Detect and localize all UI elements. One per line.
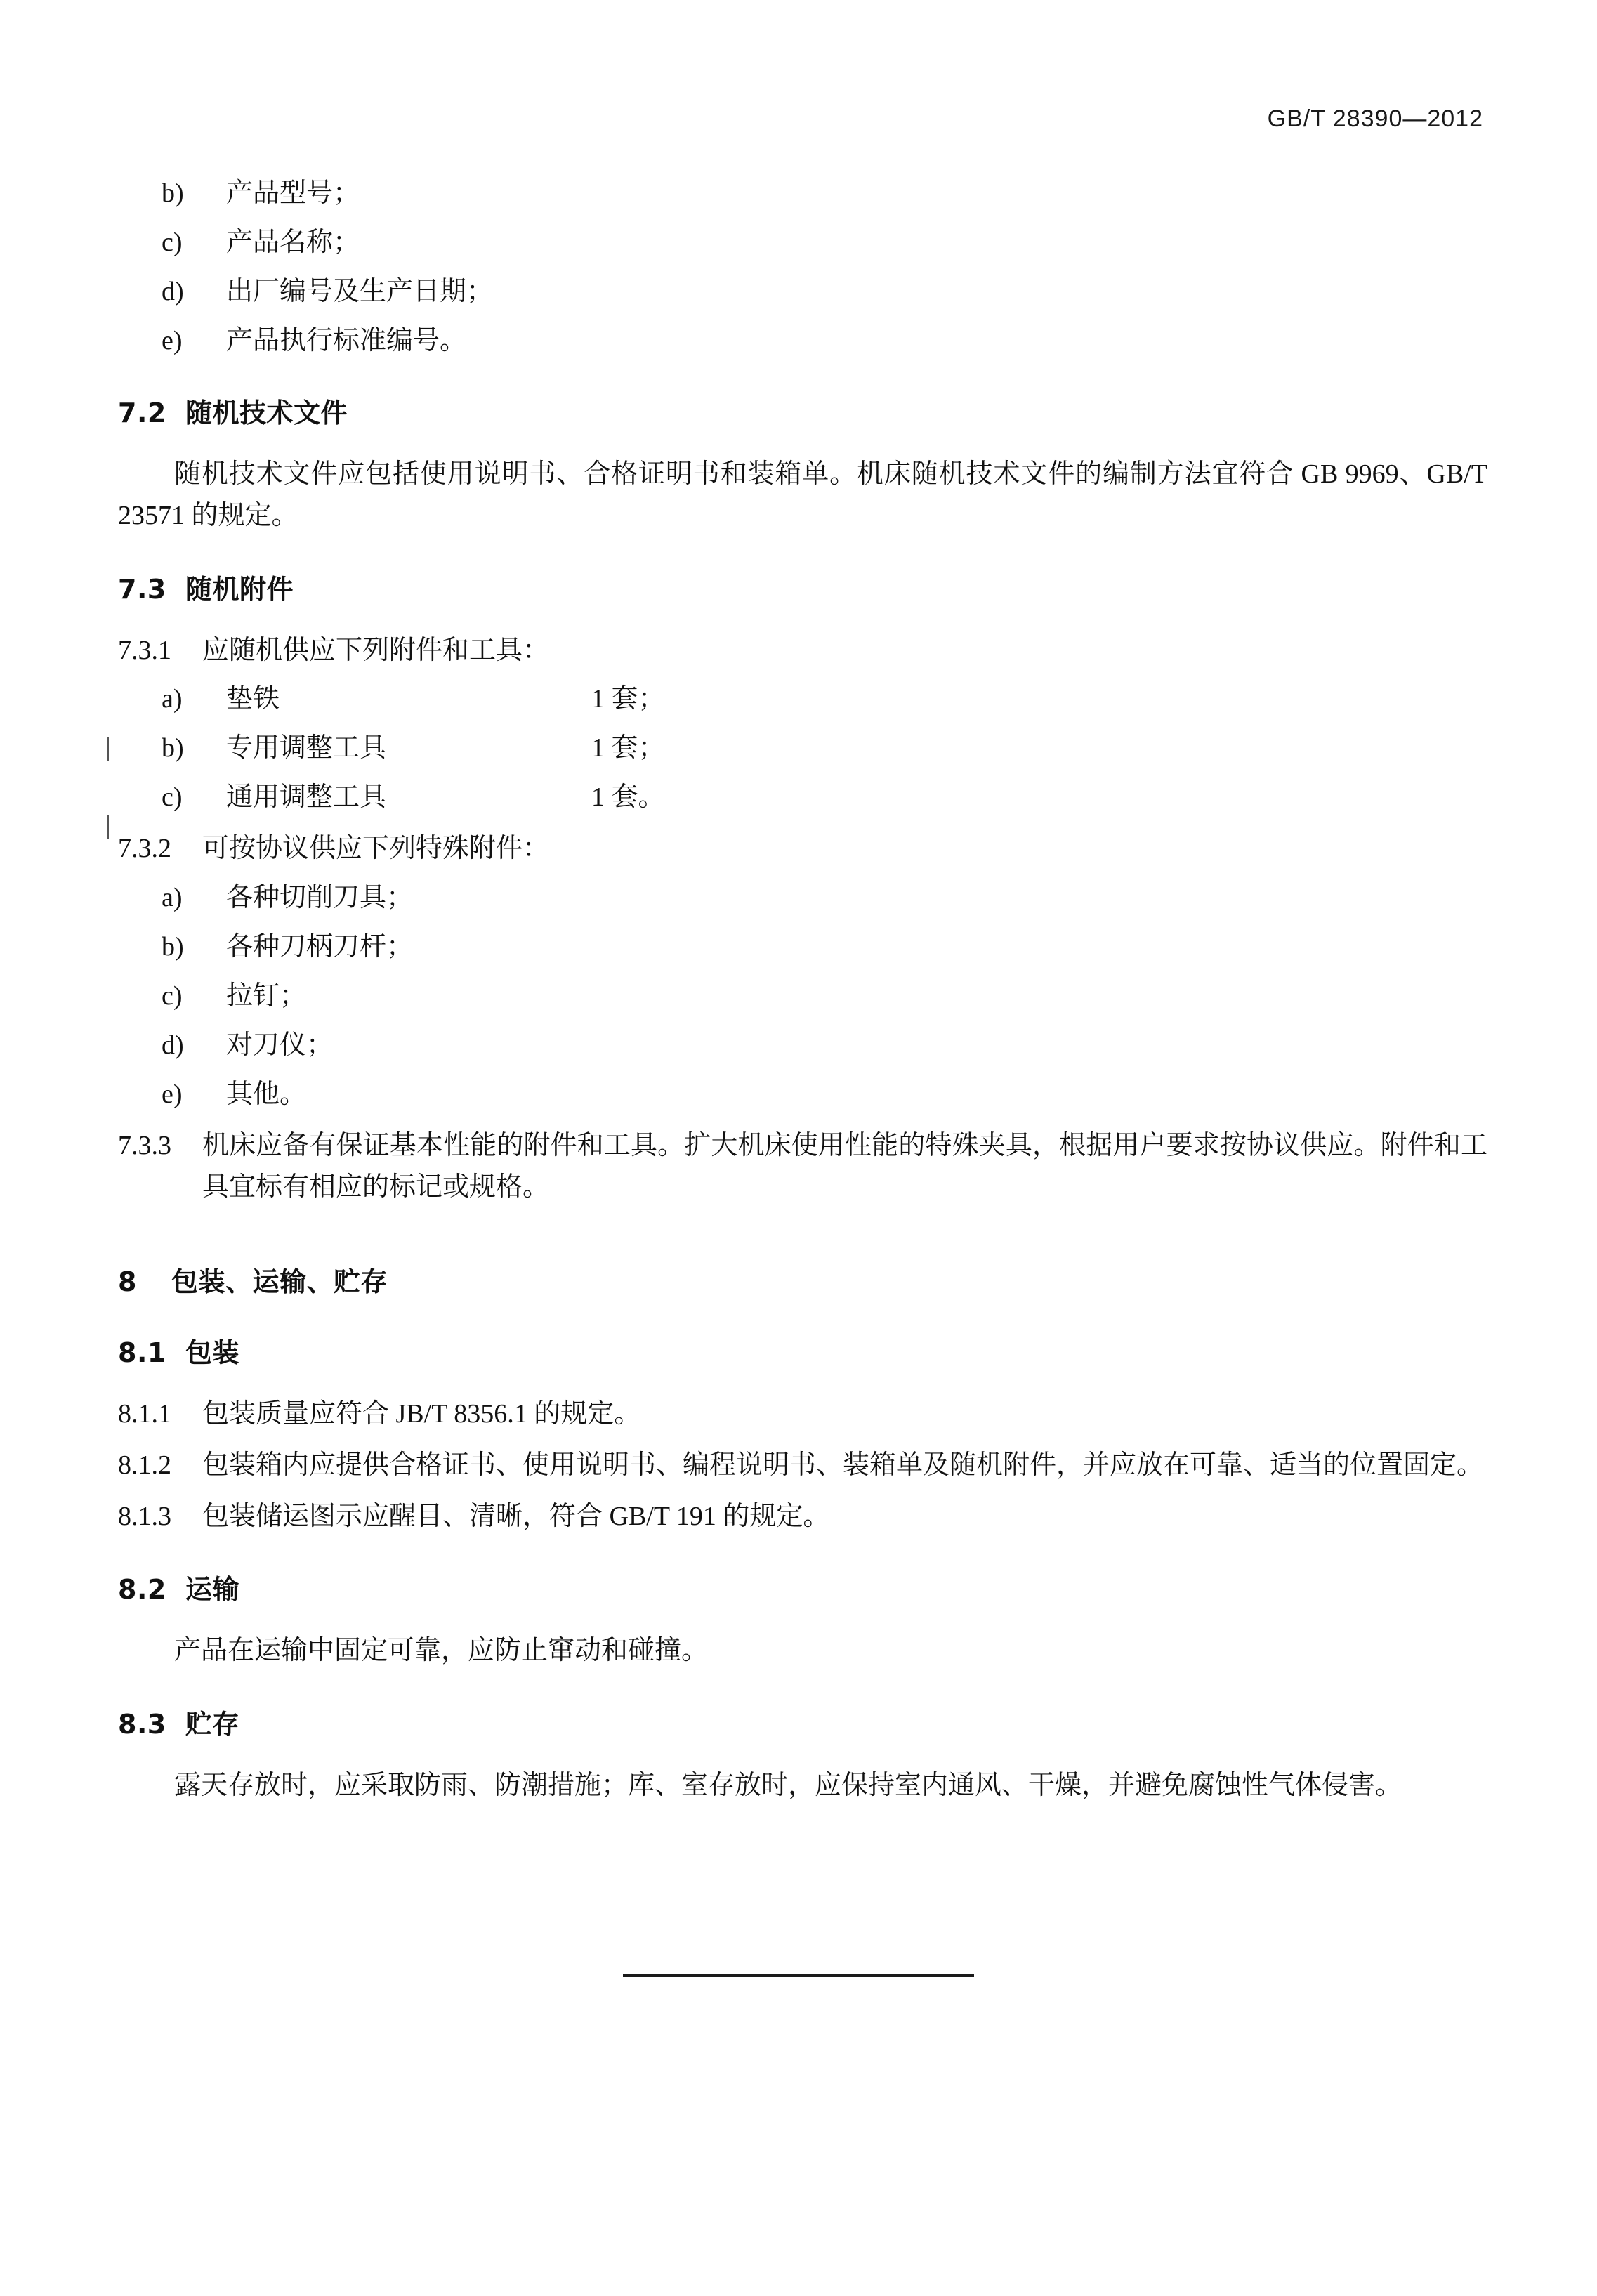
accessory-quantity: 1 套；: [591, 733, 665, 763]
margin-tick-mark: [107, 815, 109, 839]
end-of-document-rule: [623, 1974, 974, 1977]
clause-heading-7-3: [118, 568, 1487, 606]
clause-text: 包装箱内应提供合格证书、使用说明书、编程说明书、装箱单及随机附件，并应放在可靠、适当的位置固定。: [202, 1450, 1484, 1480]
list-item: [118, 929, 1487, 966]
clause-number: 7.3.3: [118, 1131, 171, 1160]
clause-number: 8.3: [118, 1709, 166, 1740]
accessory-name: 垫铁: [226, 684, 280, 714]
list-item-label: c): [162, 981, 183, 1011]
clause-number: 8.1.1: [118, 1398, 171, 1429]
list-item: [118, 273, 1487, 311]
clause-number: 7.2: [118, 397, 166, 428]
list-item-text: [226, 779, 1487, 817]
clause-heading-8-2: [118, 1568, 1487, 1606]
page-content: [118, 105, 1487, 1816]
clause-8-1-3: [118, 1496, 1487, 1537]
list-item: [118, 1027, 1487, 1065]
clause-8-3-paragraph: 露天存放时，应采取防雨、防潮措施；库、室存放时，应保持室内通风、干燥，并避免腐蚀性气体侵害。: [174, 1771, 1402, 1801]
list-item-label: d): [162, 276, 184, 306]
list-item-text: 对刀仪；: [226, 1030, 334, 1061]
clause-8-2-paragraph: 产品在运输中固定可靠，应防止窜动和碰撞。: [174, 1636, 709, 1666]
list-item-label: a): [162, 883, 183, 913]
list-item: [118, 879, 1487, 917]
list-item: [118, 175, 1487, 213]
list-item-text: 其他。: [226, 1080, 307, 1110]
accessory-name: 专用调整工具: [226, 733, 387, 763]
accessory-quantity: 1 套。: [591, 782, 665, 813]
section-number: 8: [118, 1266, 137, 1297]
clause-8-1-2: [118, 1445, 1487, 1486]
list-item: [118, 681, 1487, 719]
clause-text: 应随机供应下列附件和工具：: [202, 635, 550, 665]
list-item-label: e): [162, 325, 183, 355]
clause-text: 包装质量应符合 JB/T 8356.1 的规定。: [202, 1398, 641, 1429]
clause-number: 8.2: [118, 1574, 166, 1606]
list-item-text: 各种刀柄刀杆；: [226, 932, 414, 962]
list-item: [118, 322, 1487, 360]
clause-8-1-1: [118, 1393, 1487, 1435]
clause-heading-7-2: [118, 391, 1487, 430]
clause-number: 7.3.2: [118, 834, 171, 864]
list-item-text: [226, 730, 1487, 768]
page-header-standard-id: GB/T 28390—2012: [1267, 105, 1483, 132]
section-heading-8: [118, 1260, 1487, 1299]
clause-title: 包装: [185, 1337, 240, 1368]
clause-number: 7.3.1: [118, 635, 171, 665]
list-item: [118, 224, 1487, 262]
list-item: [118, 978, 1487, 1016]
clause-number: 7.3: [118, 573, 166, 605]
list-item-label: b): [162, 178, 184, 208]
clause-7-3-3: [118, 1125, 1487, 1208]
list-item-text: 产品名称；: [226, 227, 360, 257]
clause-7-3-1: [118, 630, 1487, 671]
accessory-name: 通用调整工具: [226, 782, 387, 813]
clause-heading-8-1: [118, 1331, 1487, 1370]
list-item-label: d): [162, 1030, 184, 1061]
list-item-label: c): [162, 782, 183, 813]
clause-number: 8.1.2: [118, 1450, 171, 1480]
list-item-text: 各种切削刀具；: [226, 883, 414, 913]
margin-tick-mark: [107, 737, 109, 761]
clause-7-2-paragraph: 随机技术文件应包括使用说明书、合格证明书和装箱单。机床随机技术文件的编制方法宜符合 GB 9969、GB/T 23571 的规定。: [118, 459, 1487, 530]
clause-text: 机床应备有保证基本性能的附件和工具。扩大机床使用性能的特殊夹具，根据用户要求按协议供应。附件和工具宜标有相应的标记或规格。: [202, 1131, 1487, 1202]
list-item-label: a): [162, 684, 183, 714]
section-title: 包装、运输、贮存: [171, 1266, 388, 1297]
list-item: [118, 779, 1487, 817]
clause-title: 随机技术文件: [185, 397, 348, 428]
clause-title: 运输: [185, 1574, 240, 1606]
clause-number: 8.1: [118, 1337, 166, 1368]
clause-title: 贮存: [185, 1709, 240, 1740]
list-item-text: 拉钉；: [226, 981, 307, 1011]
list-item-text: 产品执行标准编号。: [226, 325, 467, 355]
list-item-label: e): [162, 1080, 183, 1110]
list-item-label: b): [162, 733, 184, 763]
clause-heading-8-3: [118, 1703, 1487, 1741]
list-item-text: 产品型号；: [226, 178, 360, 208]
accessory-quantity: 1 套；: [591, 684, 665, 714]
clause-number: 8.1.3: [118, 1501, 171, 1531]
clause-text: 包装储运图示应醒目、清晰，符合 GB/T 191 的规定。: [202, 1501, 830, 1531]
list-item: [118, 730, 1487, 768]
list-item-label: c): [162, 227, 183, 257]
clause-text: 可按协议供应下列特殊附件：: [202, 834, 550, 864]
list-item-label: b): [162, 932, 184, 962]
list-item: [118, 1076, 1487, 1114]
clause-7-3-2: [118, 828, 1487, 870]
list-item-text: 出厂编号及生产日期；: [226, 276, 494, 306]
list-item-text: [226, 681, 1487, 719]
clause-title: 随机附件: [185, 573, 294, 605]
